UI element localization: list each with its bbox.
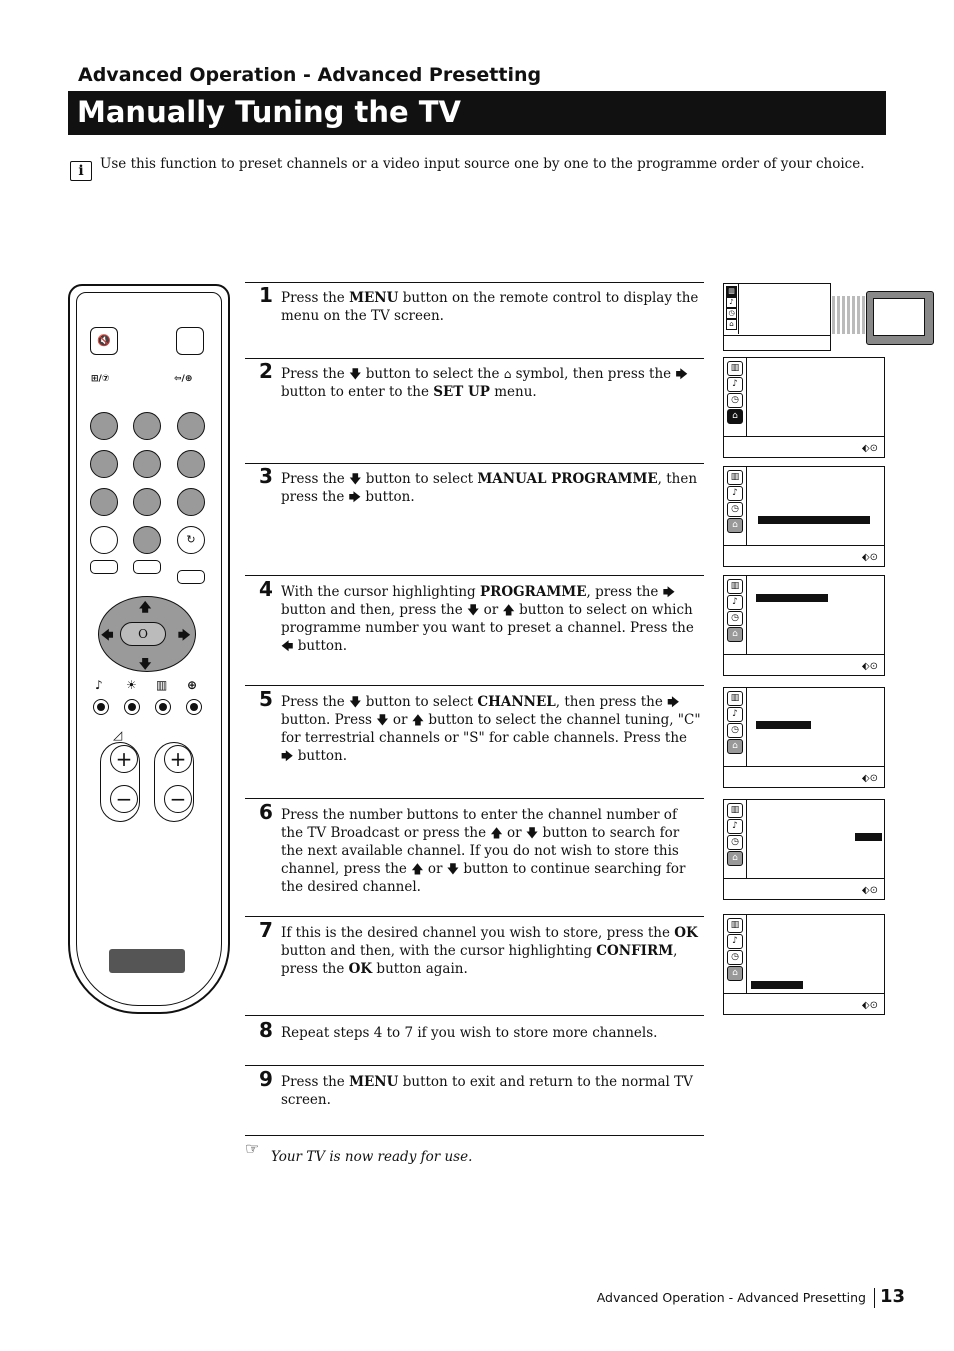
tv-menu-screen-small	[723, 283, 831, 351]
zoom-beam-graphic	[832, 296, 870, 334]
step-text-run: button to select	[361, 471, 478, 487]
programme-up-button[interactable]: +	[164, 745, 192, 773]
step-keyword: CHANNEL	[477, 694, 556, 710]
step-number: 1	[259, 283, 273, 307]
number-button-6[interactable]	[177, 450, 205, 478]
step-text-run: or	[479, 602, 503, 618]
clock-icon: ◷	[726, 308, 737, 319]
arrow-left-icon: 🡄	[281, 639, 294, 653]
intro-text: Use this function to preset channels or a video input source one by one to the programme order of your choice.	[100, 156, 865, 172]
music-note-icon: ♪	[727, 707, 743, 722]
menu-highlight-bar	[751, 981, 803, 989]
film-icon: ▥	[727, 691, 743, 706]
pointing-hand-icon: ☞	[245, 1139, 260, 1158]
info-teletext-icon: ⊞/⑦	[91, 374, 110, 384]
jump-button[interactable]: ↻	[177, 526, 205, 554]
step-text-run: button to select the channel tuning, "C" for terrestrial channels or "S" for cable channels. Press the	[281, 712, 701, 746]
music-note-icon: ♪	[726, 297, 737, 308]
step-text-run: button on the remote control to display the menu on the TV screen.	[281, 290, 699, 324]
step-keyword: MENU	[349, 1074, 399, 1090]
step-text-run: Press the	[281, 471, 350, 487]
step-text-run: button.	[293, 638, 347, 654]
clock-icon: ◷	[727, 393, 743, 408]
section-heading: Advanced Operation - Advanced Presetting	[78, 64, 542, 86]
volume-down-button[interactable]: −	[110, 785, 138, 813]
ok-navigation-icon: ⬖⊙	[861, 661, 878, 672]
sound-icon: ♪	[95, 678, 103, 692]
number-button-3[interactable]	[177, 412, 205, 440]
step-divider	[245, 358, 704, 359]
input-select-icon: ⇦/⊕	[174, 374, 193, 384]
ok-navigation-icon: ⬖⊙	[861, 1000, 878, 1011]
film-icon: ▥	[727, 803, 743, 818]
briefcase-icon: ⌂	[727, 851, 743, 866]
screen-format-icon: ⊕	[187, 678, 198, 692]
step-text-run: or	[423, 861, 447, 877]
ok-navigation-icon: ⬖⊙	[861, 885, 878, 896]
step-number: 2	[259, 359, 273, 383]
film-icon: ▥	[727, 470, 743, 485]
tv-menu-screen	[723, 687, 885, 788]
teletext-on-button[interactable]	[133, 560, 161, 574]
step-text-run: or	[502, 825, 526, 841]
menu-highlight-bar	[756, 721, 811, 729]
briefcase-icon: ⌂	[727, 518, 743, 533]
tv-set-screen	[873, 298, 925, 336]
briefcase-icon: ⌂	[727, 409, 743, 424]
step-number: 6	[259, 800, 273, 824]
screen-status-bar	[724, 766, 884, 787]
step-text-run: button to search for the next available channel. If you do not wish to store this channel, press the	[281, 825, 680, 877]
arrow-down-icon: 🡇	[467, 603, 480, 617]
music-note-icon: ♪	[727, 377, 743, 392]
step-text-run: button.	[361, 489, 415, 505]
step-number: 4	[259, 577, 273, 601]
step-keyword: PROGRAMME	[479, 584, 587, 600]
step-text-run: symbol, then press the	[511, 366, 676, 382]
step-text-run: With the cursor highlighting	[281, 584, 480, 600]
sound-mode-button[interactable]	[93, 699, 109, 715]
film-icon: ▥	[727, 579, 743, 594]
mute-button[interactable]: 🔇	[90, 327, 118, 355]
volume-icon: ◿	[113, 728, 123, 742]
tv-menu-screen	[723, 914, 885, 1015]
left-arrow-button[interactable]: 🡄	[101, 628, 114, 642]
step-text-run: button to select	[361, 694, 478, 710]
step-divider	[245, 1015, 704, 1016]
number-button-2[interactable]	[133, 412, 161, 440]
picture-mode-button[interactable]	[124, 699, 140, 715]
step-text-run: button again.	[372, 961, 468, 977]
closing-note: Your TV is now ready for use.	[271, 1149, 473, 1165]
tv-menu-screen	[723, 575, 885, 676]
film-mode-button[interactable]	[155, 699, 171, 715]
step-text	[281, 365, 701, 401]
step-text	[281, 924, 701, 978]
step-divider	[245, 916, 704, 917]
page-title: Manually Tuning the TV	[77, 95, 461, 129]
step-text-run: button.	[293, 748, 347, 764]
menu-highlight-bar	[756, 594, 828, 602]
step-keyword: CONFIRM	[596, 943, 674, 959]
step-number: 5	[259, 687, 273, 711]
step-text	[281, 583, 701, 655]
number-button-7[interactable]	[90, 488, 118, 516]
arrow-right-icon: 🡆	[281, 749, 294, 763]
step-text-run: , press the	[281, 943, 678, 977]
number-button-5[interactable]	[133, 450, 161, 478]
step-keyword: MENU	[349, 290, 399, 306]
teletext-off-button[interactable]	[90, 560, 118, 574]
programme-down-button[interactable]: −	[164, 785, 192, 813]
arrow-down-icon: 🡇	[349, 695, 362, 709]
step-text-run: button to continue searching for the desired channel.	[281, 861, 686, 895]
number-button-1[interactable]	[90, 412, 118, 440]
step-text-run: button to select the	[361, 366, 504, 382]
step-text	[281, 470, 701, 506]
film-icon: ▥	[726, 286, 737, 297]
step-divider	[245, 1065, 704, 1066]
page-number: 13	[880, 1286, 906, 1307]
music-note-icon: ♪	[727, 819, 743, 834]
music-note-icon: ♪	[727, 934, 743, 949]
step-number: 9	[259, 1067, 273, 1091]
tv-menu-screen	[723, 799, 885, 900]
step-text-run: button. Press	[281, 712, 377, 728]
step-text-run: menu.	[489, 384, 537, 400]
step-text-run: Press the	[281, 366, 350, 382]
step-text	[281, 1073, 701, 1109]
step-text-run: , press the	[586, 584, 663, 600]
briefcase-icon: ⌂	[727, 966, 743, 981]
step-text	[281, 289, 701, 325]
step-divider	[245, 1135, 704, 1136]
arrow-down-icon: 🡇	[349, 472, 362, 486]
step-text-run: If this is the desired channel you wish to store, press the	[281, 925, 675, 941]
up-arrow-button[interactable]: 🡅	[139, 600, 152, 614]
menu-button[interactable]	[177, 570, 205, 584]
ok-navigation-icon: ⬖⊙	[861, 773, 878, 784]
step-keyword: MANUAL PROGRAMME	[477, 471, 658, 487]
film-icon: ▥	[727, 918, 743, 933]
right-arrow-button[interactable]: 🡆	[178, 628, 191, 642]
step-text	[281, 806, 701, 896]
step-text-run: Press the	[281, 694, 350, 710]
menu-highlight-bar	[758, 516, 870, 524]
screen-status-bar	[724, 545, 884, 566]
briefcase-icon: ⌂	[727, 739, 743, 754]
power-button[interactable]	[176, 327, 204, 355]
format-button[interactable]	[186, 699, 202, 715]
tv-mode-badge	[109, 949, 185, 973]
arrow-right-icon: 🡆	[662, 585, 676, 599]
briefcase-icon: ⌂	[726, 319, 737, 330]
number-button-4[interactable]	[90, 450, 118, 478]
step-text-run: or	[388, 712, 412, 728]
number-button-0[interactable]	[133, 526, 161, 554]
step-divider	[245, 282, 704, 283]
arrow-down-icon: 🡇	[446, 862, 460, 876]
page-title-bar	[68, 91, 886, 135]
menu-highlight-bar	[855, 833, 882, 841]
number-button-9[interactable]	[177, 488, 205, 516]
screen-status-bar	[724, 878, 884, 899]
arrow-down-icon: 🡇	[376, 713, 389, 727]
step-divider	[245, 798, 704, 799]
step-text	[281, 1024, 701, 1042]
clock-icon: ◷	[727, 723, 743, 738]
screen-status-bar	[724, 436, 884, 457]
step-text	[281, 693, 701, 765]
step-text-run: button and then, with the cursor highlighting	[281, 943, 597, 959]
step-text-run: button to enter to the	[281, 384, 434, 400]
number-button-8[interactable]	[133, 488, 161, 516]
step-divider	[245, 463, 704, 464]
down-arrow-button[interactable]: 🡇	[139, 657, 152, 671]
step-text-run: Press the number buttons to enter the channel number of the TV Broadcast or press the	[281, 807, 677, 841]
step-keyword: OK	[348, 961, 373, 977]
arrow-right-icon: 🡆	[667, 695, 680, 709]
footer-divider	[874, 1288, 875, 1308]
clock-icon: ◷	[727, 835, 743, 850]
step-keyword: SET UP	[433, 384, 490, 400]
step-number: 3	[259, 464, 273, 488]
screen-status-bar	[724, 654, 884, 675]
music-note-icon: ♪	[727, 486, 743, 501]
step-text-run: , then press the	[555, 694, 668, 710]
arrow-up-icon: 🡅	[411, 713, 425, 727]
step-divider	[245, 685, 704, 686]
briefcase-icon: ⌂	[727, 627, 743, 642]
step-divider	[245, 575, 704, 576]
step-text-run: button to select on which programme number you want to preset a channel. Press the	[281, 602, 694, 636]
volume-up-button[interactable]: +	[110, 745, 138, 773]
arrow-down-icon: 🡇	[525, 826, 539, 840]
film-icon: ▥	[156, 678, 168, 692]
tv-set-icon	[866, 291, 934, 345]
info-icon: i	[70, 161, 92, 181]
arrow-right-icon: 🡆	[675, 367, 688, 381]
dash-button[interactable]	[90, 526, 118, 554]
picture-icon: ☀	[126, 678, 137, 692]
arrow-down-icon: 🡇	[349, 367, 362, 381]
clock-icon: ◷	[727, 950, 743, 965]
briefcase-icon: ⌂	[503, 367, 512, 381]
step-text-run: button and then, press the	[281, 602, 467, 618]
step-text-run: Press the	[281, 290, 350, 306]
step-number: 8	[259, 1018, 273, 1042]
arrow-up-icon: 🡅	[502, 603, 515, 617]
arrow-up-icon: 🡅	[490, 826, 503, 840]
step-text-run: Press the	[281, 1074, 350, 1090]
clock-icon: ◷	[727, 502, 743, 517]
arrow-right-icon: 🡆	[348, 490, 362, 504]
tv-menu-screen	[723, 466, 885, 567]
arrow-up-icon: 🡅	[411, 862, 424, 876]
tv-menu-screen	[723, 357, 885, 458]
music-note-icon: ♪	[727, 595, 743, 610]
ok-navigation-icon: ⬖⊙	[861, 552, 878, 563]
screen-status-bar	[724, 335, 830, 350]
step-text-run: , then press the	[281, 471, 698, 505]
clock-icon: ◷	[727, 611, 743, 626]
step-text-run: Repeat steps 4 to 7 if you wish to store more channels.	[281, 1025, 658, 1041]
ok-button[interactable]: O	[120, 622, 166, 646]
step-text-run: button to exit and return to the normal TV screen.	[281, 1074, 693, 1108]
footer-text: Advanced Operation - Advanced Presetting	[596, 1290, 866, 1305]
step-number: 7	[259, 918, 273, 942]
ok-navigation-icon: ⬖⊙	[861, 443, 878, 454]
step-keyword: OK	[674, 925, 698, 941]
screen-status-bar	[724, 993, 884, 1014]
film-icon: ▥	[727, 361, 743, 376]
